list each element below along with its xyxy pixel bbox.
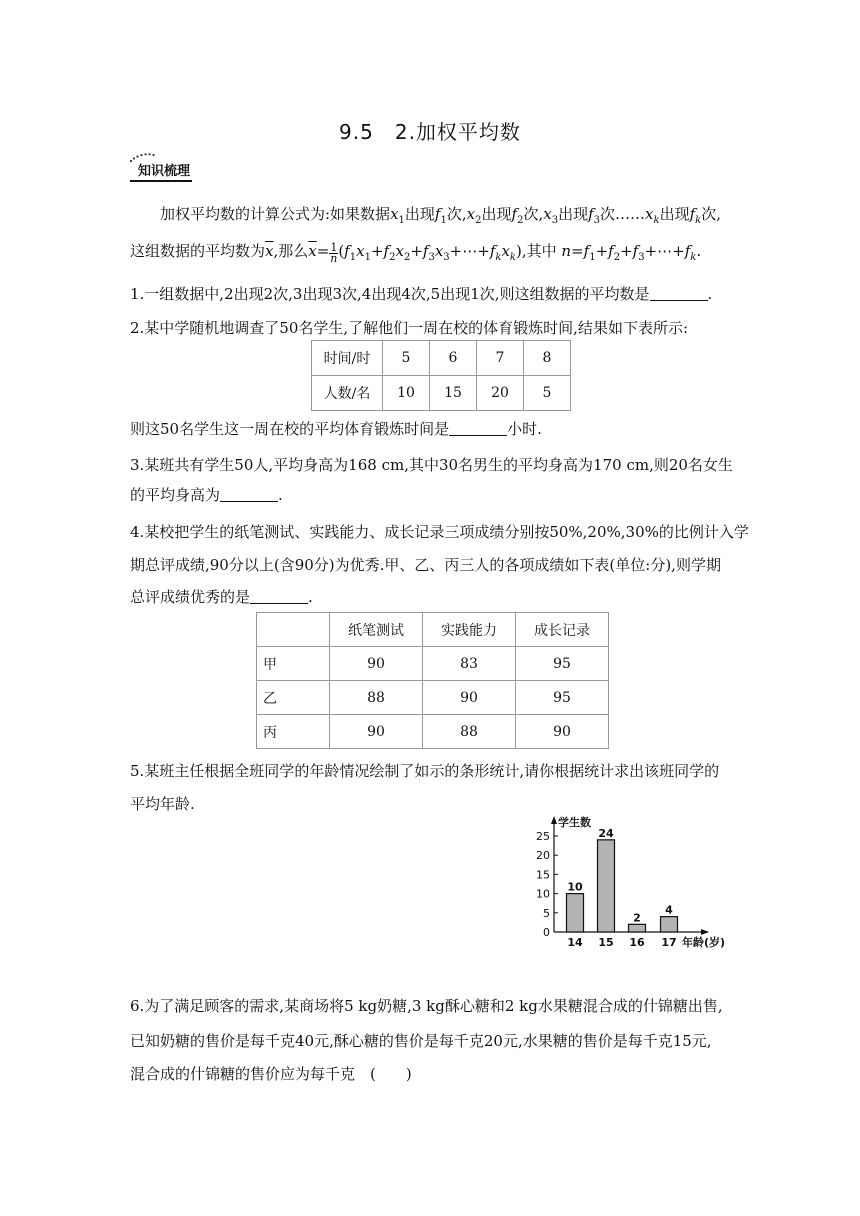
y-tick-label: 10 (536, 887, 550, 901)
x-tick-label: 17 (661, 936, 677, 949)
y-tick-label: 20 (536, 849, 550, 863)
answer-blank (220, 486, 278, 502)
age-bar-chart (530, 814, 740, 950)
intro-line-2: 这组数据的平均数为$\overline{x}$,那么$\overline{x}=$ $\frac{1}{n}$ $(f_1x_1+f_2x_2+f_3x_3+\cdots+f_kx_k)$,其中 $n=f_1+f_2+f_3+\cdots+f_k$. (130, 241, 702, 265)
table-row: 人数/名 10 15 20 5 (312, 376, 571, 411)
data-label: 4 (665, 903, 673, 917)
table-row: 纸笔测试 实践能力 成长记录 (257, 613, 609, 647)
table-row: 甲 90 83 95 (257, 647, 609, 681)
section-badge (130, 160, 192, 182)
question-6-line-2: 已知奶糖的售价是每千克40元,酥心糖的售价是每千克20元,水果糖的售价是每千克15元, (130, 1032, 712, 1050)
question-3-line-2: 的平均身高为 . (130, 486, 283, 504)
question-4-line-1: 4.某校把学生的纸笔测试、实践能力、成长记录三项成绩分别按50%,20%,30%的比例计入学 (130, 523, 749, 541)
exercise-time-table (311, 340, 571, 411)
data-label: 2 (633, 911, 641, 925)
x-axis-label: 年龄(岁) (682, 936, 726, 949)
question-2: 2.某中学随机地调查了50名学生,了解他们一周在校的体育锻炼时间,结果如下表所示: (130, 319, 688, 337)
bar (629, 924, 646, 932)
y-tick-label: 5 (543, 906, 550, 920)
table-row: 时间/时 5 6 7 8 (312, 341, 571, 376)
answer-blank (650, 285, 708, 301)
fraction: $\frac{1}{n}$ (330, 241, 338, 265)
y-axis-arrow-icon (551, 816, 557, 824)
bar (598, 840, 615, 932)
table-row: 乙 88 90 95 (257, 681, 609, 715)
table-row: 丙 90 88 90 (257, 715, 609, 749)
question-2-followup: 则这50名学生这一周在校的平均体育锻炼时间是 小时. (130, 420, 542, 438)
y-tick-label: 25 (536, 830, 550, 843)
section-title: 知识梳理 (138, 164, 191, 179)
page-title: 9.5 2.加权平均数 (339, 120, 521, 144)
x-axis-arrow-icon (701, 929, 709, 935)
question-6-line-1: 6.为了满足顾客的需求,某商场将5 kg奶糖,3 kg酥心糖和2 kg水果糖混合成的什锦糖出售, (130, 997, 723, 1015)
question-1: 1.一组数据中,2出现2次,3出现3次,4出现4次,5出现1次,则这组数据的平均数是 . (130, 285, 713, 303)
bar (567, 894, 584, 932)
question-4-line-2: 期总评成绩,90分以上(含90分)为优秀.甲、乙、丙三人的各项成绩如下表(单位:分),则学期 (130, 556, 721, 574)
y-axis-label: 学生数 (558, 816, 591, 829)
answer-blank (250, 588, 308, 604)
data-label: 24 (598, 826, 614, 840)
answer-blank (449, 420, 507, 436)
y-tick-label: 15 (536, 868, 550, 882)
question-3-line-1: 3.某班共有学生50人,平均身高为168 cm,其中30名男生的平均身高为170 cm,则20名女生 (130, 456, 733, 474)
intro-line-1: 加权平均数的计算公式为:如果数据$x_1$出现$f_1$次$,x_2$出现$f_2$次$,x_3$出现$f_3$次$\dots\dots x_k$出现$f_k$次, (160, 205, 721, 226)
question-5-line-1: 5.某班主任根据全班同学的年龄情况绘制了如示的条形统计,请你根据统计求出该班同学的 (130, 762, 720, 780)
question-6-line-3: 混合成的什锦糖的售价应为每千克 ( ) (130, 1065, 412, 1083)
score-table (256, 612, 609, 749)
x-tick-label: 16 (629, 936, 645, 949)
data-label: 10 (567, 880, 583, 894)
dots-decoration-icon (129, 152, 157, 162)
bar (661, 917, 678, 932)
question-4-line-3: 总评成绩优秀的是 . (130, 588, 313, 606)
question-5-line-2: 平均年龄. (130, 795, 195, 813)
y-tick-label: 0 (543, 926, 550, 939)
x-tick-label: 15 (598, 936, 614, 949)
x-tick-label: 14 (567, 936, 583, 949)
